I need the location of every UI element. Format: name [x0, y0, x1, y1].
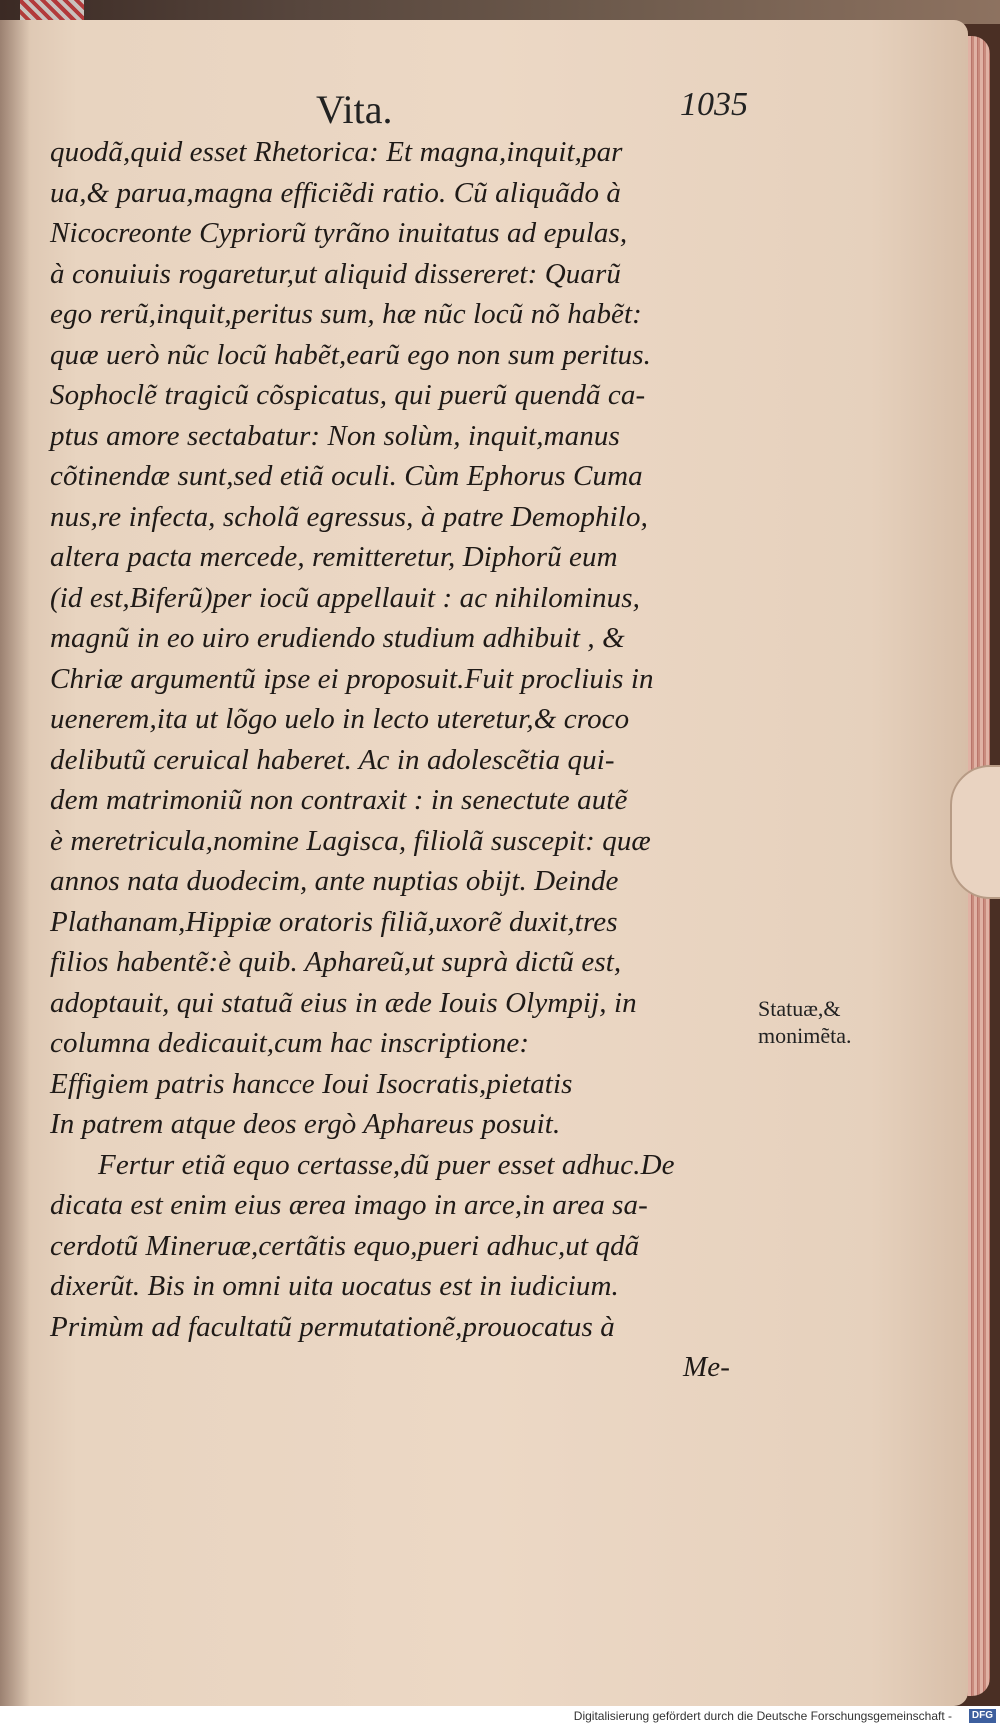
text-line: adoptauit, qui statuã eius in æde Iouis Olympij, in: [50, 986, 637, 1019]
text-line: nus,re infecta, scholã egressus, à patre Demophilo,: [50, 500, 648, 533]
text-line: è meretricula,nomine Lagisca, filiolã suscepit: quæ: [50, 824, 651, 857]
text-line: Chriæ argumentũ ipse ei proposuit.Fuit procliuis in: [50, 662, 654, 695]
text-line: uenerem,ita ut lõgo uelo in lecto uteretur,& croco: [50, 703, 630, 735]
dfg-logo: DFG: [969, 1709, 996, 1723]
text-line: delibutũ ceruical haberet. Ac in adolescẽtia qui-: [50, 743, 615, 776]
marginal-note-line: Statuæ,&: [758, 996, 841, 1021]
page-clip-tab: [950, 765, 1000, 899]
text-line: à conuiuis rogaretur,ut aliquid dissereret: Quarũ: [50, 257, 621, 290]
text-line: magnũ in eo uiro erudiendo studium adhibuit , &: [50, 622, 625, 654]
bookmark-ribbon: [20, 0, 84, 20]
text-line: dem matrimoniũ non contraxit : in senectute autẽ: [50, 784, 628, 816]
text-line: Nicocreonte Cypriorũ tyrãno inuitatus ad epulas,: [50, 217, 628, 249]
text-line: Plathanam,Hippiæ oratoris filiã,uxorẽ duxit,tres: [50, 905, 618, 938]
text-line: quodã,quid esset Rhetorica: Et magna,inquit,par: [50, 136, 623, 168]
running-head: Vita.: [316, 87, 393, 132]
text-line: dixerũt. Bis in omni uita uocatus est in iudicium.: [50, 1270, 619, 1302]
text-line: ua,& parua,magna efficiẽdi ratio. Cũ aliquãdo à: [50, 176, 621, 209]
text-line: Primùm ad facultatũ permutationẽ,prouocatus à: [50, 1310, 615, 1343]
page-number: 1035: [680, 86, 748, 123]
text-line: (id est,Biferũ)per iocũ appellauit : ac nihilominus,: [50, 581, 640, 614]
text-line: Effigiem patris hancce Ioui Isocratis,pietatis: [50, 1067, 573, 1100]
text-line: dicata est enim eius ærea imago in arce,in area sa-: [50, 1189, 648, 1221]
marginal-note: [758, 995, 888, 1049]
text-line: annos nata duodecim, ante nuptias obijt. Deinde: [50, 865, 619, 897]
text-line: quæ uerò nũc locũ habẽt,earũ ego non sum peritus.: [50, 338, 651, 371]
text-line: altera pacta mercede, remitteretur, Diphorũ eum: [50, 541, 618, 573]
text-line: cõtinendæ sunt,sed etiã oculi. Cùm Ephorus Cuma: [50, 460, 643, 492]
footer-bar: [0, 1706, 1000, 1726]
marginal-note-line: monimẽta.: [758, 1023, 852, 1048]
text-line: ptus amore sectabatur: Non solùm, inquit,manus: [50, 419, 620, 452]
spine-shadow: [0, 20, 30, 1706]
text-line: Fertur etiã equo certasse,dũ puer esset adhuc.De: [98, 1148, 675, 1181]
text-line: columna dedicauit,cum hac inscriptione:: [50, 1027, 530, 1059]
text-line: ego rerũ,inquit,peritus sum, hæ nũc locũ nõ habẽt:: [50, 298, 642, 330]
body-text: [50, 132, 770, 1388]
footer-credit: Digitalisierung gefördert durch die Deutsche Forschungsgemeinschaft -: [573, 1709, 952, 1723]
text-line: In patrem atque deos ergò Aphareus posuit.: [50, 1108, 561, 1140]
page-header: [0, 86, 968, 132]
text-line: filios habentẽ:è quib. Aphareũ,ut suprà dictũ est,: [50, 946, 622, 978]
text-line: Sophoclẽ tragicũ cõspicatus, qui puerũ quendã ca-: [50, 379, 646, 411]
text-line: Me-: [683, 1351, 730, 1383]
text-line: cerdotũ Mineruæ,certãtis equo,pueri adhuc,ut qdã: [50, 1229, 640, 1262]
